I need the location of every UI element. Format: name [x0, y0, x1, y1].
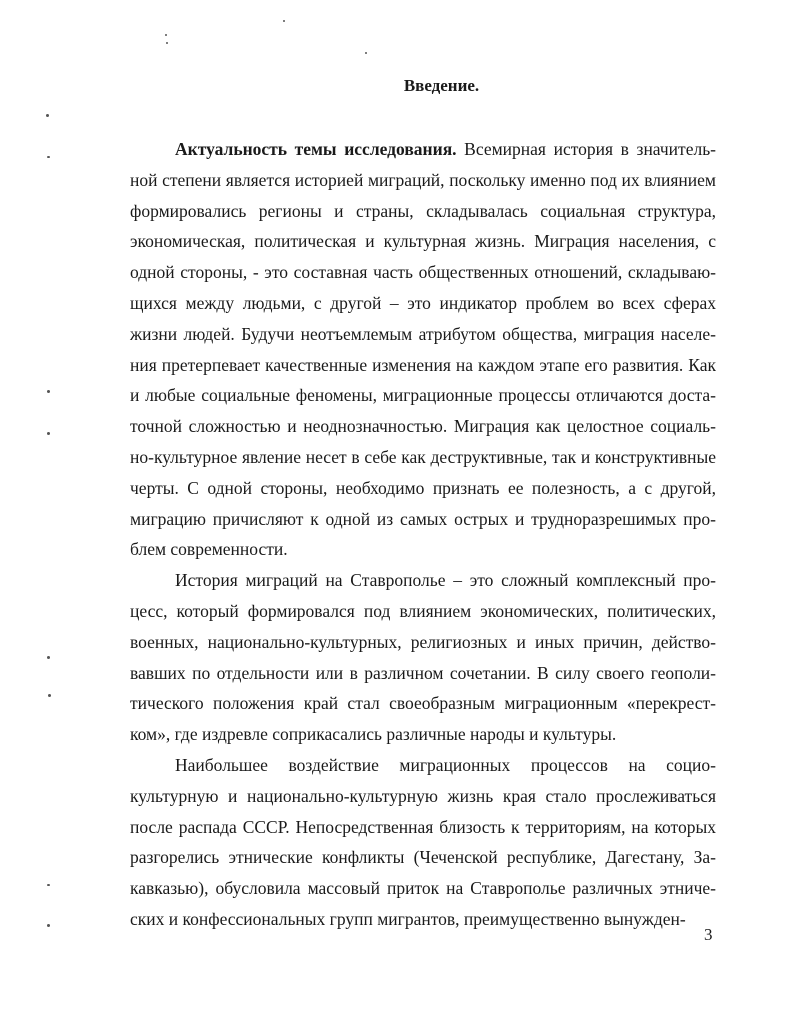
- paragraph-text: История миграций на Ставрополье – это сложный комплексный процесс, который формировался под влиянием экономических, политических, военных, национально-культурных, религиозных и иных причин, действовавших по отдельности или в различном сочетании. В силу своего геополитического положения край стал своеобразным миграционным «перекрестком», где издревле соприкасались различные народы и культуры.: [130, 570, 716, 745]
- paragraph-text: Наибольшее воздействие миграционных процессов на социокультурную и национально-культурную жизнь края стало прослеживаться после распада СССР. Непосредственная близость к территориям, на которых разгорелись этнические конфликты (Чеченской республике, Дагестану, Закавказью), обусловила массовый приток на Ставрополье различных этнических и конфессиональных групп мигрантов, преимущественно вынужден-: [130, 754, 716, 929]
- scan-speck: [47, 656, 50, 659]
- body-text: [130, 134, 716, 935]
- scan-speck: [166, 42, 168, 44]
- paragraph-1: [130, 134, 716, 565]
- scan-speck: [47, 390, 50, 393]
- scan-speck: [47, 924, 50, 927]
- scan-speck: [46, 114, 49, 117]
- paragraph-lead: Актуальность темы исследования.: [175, 139, 457, 159]
- scan-speck: [47, 884, 50, 886]
- paragraph-text: Всемирная история в значительной степени является историей миграций, поскольку именно под их влиянием формировались регионы и страны, складывалась социальная структура, экономическая, политическая и культурная жизнь. Миграция населения, с одной стороны, - это составная часть общественных отношений, складывающихся между людьми, с другой – это индикатор проблем во всех сферах жизни людей. Будучи неотъемлемым атрибутом общества, миграция населения претерпевает качественные изменения на каждом этапе его развития. Как и любые социальные феномены, миграционные процессы отличаются достаточной сложностью и неоднозначностью. Миграция как целостное социально-культурное явление несет в себе как деструктивные, так и конструктивные черты. С одной стороны, необходимо признать ее полезность, а с другой, миграцию причисляют к одной из самых острых и трудноразрешимых проблем современности.: [130, 139, 716, 560]
- page-number: 3: [704, 925, 713, 944]
- scan-speck: [47, 432, 50, 435]
- scan-speck: [47, 156, 50, 158]
- section-heading: Введение.: [403, 76, 480, 95]
- paragraph-2: [130, 565, 716, 750]
- paragraph-3: [130, 750, 716, 935]
- scan-speck: [48, 694, 51, 697]
- scan-speck: [283, 20, 285, 22]
- scan-speck: [365, 52, 367, 54]
- scan-speck: [165, 34, 167, 36]
